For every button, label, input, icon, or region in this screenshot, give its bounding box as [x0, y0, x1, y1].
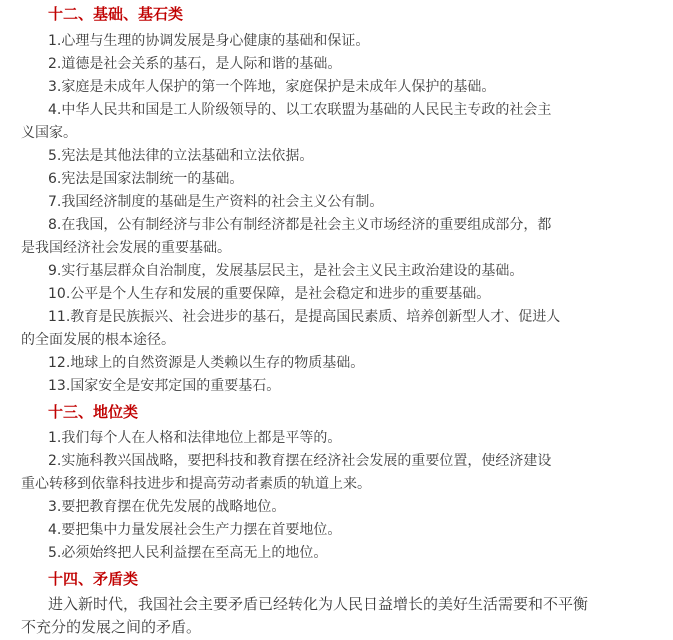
- list-item: 9.实行基层群众自治制度，发展基层民主，是社会主义民主政治建设的基础。: [48, 263, 524, 279]
- list-item: 5.必须始终把人民利益摆在至高无上的地位。: [48, 545, 328, 561]
- list-item-continuation: 的全面发展的根本途径。: [21, 332, 175, 348]
- section-heading-12: 十二、基础、基石类: [48, 5, 184, 23]
- paragraph: 进入新时代，我国社会主要矛盾已经转化为人民日益增长的美好生活需要和不平衡: [48, 595, 589, 613]
- list-item-continuation: 义国家。: [21, 125, 77, 141]
- section-heading-13: 十三、地位类: [48, 403, 139, 421]
- list-item: 5.宪法是其他法律的立法基础和立法依据。: [48, 148, 314, 164]
- list-item-continuation: 是我国经济社会发展的重要基础。: [21, 240, 231, 256]
- list-item: 3.家庭是未成年人保护的第一个阵地，家庭保护是未成年人保护的基础。: [48, 79, 496, 95]
- list-item: 10.公平是个人生存和发展的重要保障，是社会稳定和进步的重要基础。: [48, 286, 491, 302]
- list-item: 2.道德是社会关系的基石，是人际和谐的基础。: [48, 56, 342, 72]
- list-item: 7.我国经济制度的基础是生产资料的社会主义公有制。: [48, 194, 384, 210]
- list-item: 2.实施科教兴国战略，要把科技和教育摆在经济社会发展的重要位置，使经济建设: [48, 453, 552, 469]
- list-item: 4.中华人民共和国是工人阶级领导的、以工农联盟为基础的人民民主专政的社会主: [48, 102, 552, 118]
- list-item: 11.教育是民族振兴、社会进步的基石，是提高国民素质、培养创新型人才、促进人: [48, 309, 561, 325]
- list-item: 13.国家安全是安邦定国的重要基石。: [48, 378, 281, 394]
- list-item: 8.在我国，公有制经济与非公有制经济都是社会主义市场经济的重要组成部分，都: [48, 217, 552, 233]
- list-item: 6.宪法是国家法制统一的基础。: [48, 171, 244, 187]
- list-item-continuation: 重心转移到依靠科技进步和提高劳动者素质的轨道上来。: [21, 476, 371, 492]
- paragraph-continuation: 不充分的发展之间的矛盾。: [21, 618, 202, 636]
- list-item: 12.地球上的自然资源是人类赖以生存的物质基础。: [48, 355, 365, 371]
- list-item: 1.心理与生理的协调发展是身心健康的基础和保证。: [48, 33, 370, 49]
- list-item: 1.我们每个人在人格和法律地位上都是平等的。: [48, 430, 342, 446]
- list-item: 3.要把教育摆在优先发展的战略地位。: [48, 499, 286, 515]
- list-item: 4.要把集中力量发展社会生产力摆在首要地位。: [48, 522, 342, 538]
- section-heading-14: 十四、矛盾类: [48, 570, 139, 588]
